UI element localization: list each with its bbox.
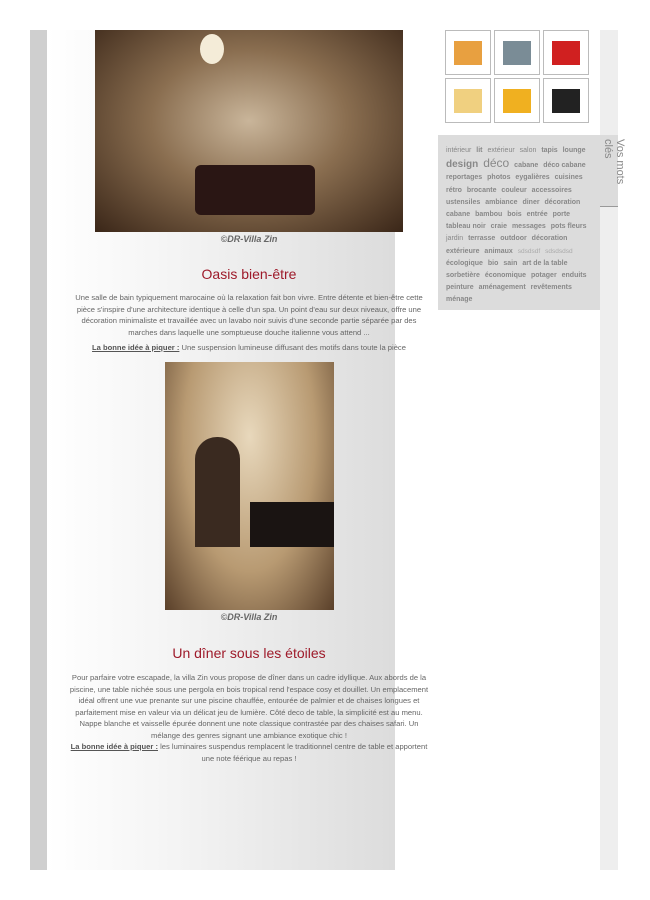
keyword-tag[interactable]: extérieur [487,147,515,154]
tag-cloud [438,135,600,310]
keyword-tag[interactable]: porte [552,211,571,219]
product-thumbnail[interactable] [445,78,491,123]
keyword-tag[interactable]: cuisines [554,174,583,182]
keywords-tab-label: Vos mots clés [602,139,626,185]
keyword-tag[interactable]: sain [503,259,518,267]
thumbnail-grid [445,30,590,123]
keyword-tag[interactable]: revêtements [530,284,572,292]
photo-caption: ©DR-Villa Zin [220,234,278,244]
keyword-tag[interactable]: économique [484,272,527,280]
keyword-tag[interactable]: ménage [446,296,473,304]
keyword-tag[interactable]: couleur [501,186,527,194]
keyword-tag[interactable]: écologique [446,259,483,267]
thumbnail-image [552,41,580,65]
bathroom-photo [165,362,334,610]
keyword-tag[interactable]: lit [476,147,483,154]
keyword-tag[interactable]: peinture [446,284,474,292]
keyword-tag[interactable]: terrasse [468,235,496,243]
keyword-tag[interactable]: photos [487,174,511,182]
product-thumbnail[interactable] [543,78,589,123]
keyword-tag[interactable]: sdsdsdsd [545,247,573,255]
section-title: Oasis bien-être [201,266,297,282]
product-thumbnail[interactable] [494,30,540,75]
keyword-tag[interactable]: bambou [475,211,503,219]
sink-shape [250,502,334,547]
section-paragraph: Une salle de bain typiquement marocaine où la relaxation fait bon vivre. Entre détente et bien-être cette pièce s'inspire d'une architecture identique à celle d'un spa. Un point d'eau sur deux niveaux, offre une décoration minimaliste et travaillée avec un lavabo noir suivis d'une seconde partie séparée par des marches dans laquelle une somptueuse douche italienne vous attend ... [75,293,423,337]
keyword-tag[interactable]: reportages [446,174,483,182]
keyword-tag[interactable]: jardin [446,235,464,243]
keyword-tag[interactable]: ustensiles [446,198,481,206]
idea-text: les luminaires suspendus remplacent le traditionnel centre de table et apportent une note féérique au repas ! [158,742,428,763]
idea-line [68,342,430,354]
keyword-tag[interactable]: décoration cabane [446,198,581,219]
keyword-tag[interactable]: déco [483,156,510,171]
keyword-tag[interactable]: déco cabane [543,162,586,170]
keyword-tag[interactable]: lounge [562,147,586,154]
photo-caption: ©DR-Villa Zin [220,612,278,622]
product-thumbnail[interactable] [445,30,491,75]
keyword-tag[interactable]: outdoor [500,235,527,243]
thumbnail-image [503,41,531,65]
bedroom-photo [95,30,403,232]
keyword-tag[interactable]: sdsdsdf [517,247,541,255]
idea-text: Une suspension lumineuse diffusant des motifs dans toute la pièce [179,343,406,352]
keyword-tag[interactable]: salon [519,147,537,154]
section-paragraph [68,672,430,764]
keyword-tag[interactable]: potager [531,272,557,280]
thumbnail-image [454,41,482,65]
keyword-tag[interactable]: animaux [484,247,513,255]
keyword-tag[interactable]: diner [522,198,540,206]
idea-label: La bonne idée à piquer : [70,742,158,751]
keyword-tag[interactable]: craie [490,223,507,231]
keyword-tag[interactable]: cabane [514,162,539,170]
keyword-tag[interactable]: enduits [561,272,587,280]
keyword-tag[interactable]: art de la table [522,259,568,267]
keyword-tag[interactable]: décoration extérieure [446,235,568,255]
keyword-tag[interactable]: rétro [446,186,462,194]
section-title: Un dîner sous les étoiles [172,645,326,661]
keyword-tag[interactable]: pots fleurs [550,223,587,231]
left-strip [30,30,47,870]
keyword-tag[interactable]: accessoires [531,186,572,194]
keyword-tag[interactable]: bio [487,259,499,267]
thumbnail-image [454,89,482,113]
keyword-tag[interactable]: aménagement [478,284,526,292]
keyword-tag[interactable]: sorbetière [446,272,480,280]
bed-shape [195,165,315,215]
keyword-tag[interactable]: messages [511,223,546,231]
keyword-tag[interactable]: bois [507,211,522,219]
keyword-tag[interactable]: design [446,159,479,171]
thumbnail-image [503,89,531,113]
product-thumbnail[interactable] [494,78,540,123]
lamp-shape [200,34,224,64]
idea-label: La bonne idée à piquer : [92,343,180,352]
door-shape [195,437,240,547]
paragraph-text: Pour parfaire votre escapade, la villa Zin vous propose de dîner dans un cadre idyllique. Aux abords de la piscine, une table nichée sous une pergola en bois tropical rend l'espace cosy et douillet. Un emplacement idéal offrent une vue prenante sur une piscine chauffée, entourée de palmier et de chaises longues et parfaitement mise en valeur via un délicat jeu de lumière. Côté deco de table, la simplicité est au menu. Nappe blanche et vaisselle épurée donnent une note classique contrastée par des chaises safari. Un mélange des genres signant une ambiance exotique chic ! [69,673,429,740]
keyword-tag[interactable]: entrée [526,211,548,219]
thumbnail-image [552,89,580,113]
keyword-tag[interactable]: ambiance [485,198,518,206]
keywords-tab[interactable] [600,135,626,207]
product-thumbnail[interactable] [543,30,589,75]
keyword-tag[interactable]: tableau noir [446,223,486,231]
keyword-tag[interactable]: tapis [541,147,558,154]
keyword-tag[interactable]: brocante [466,186,497,194]
keyword-tag[interactable]: intérieur [446,147,472,154]
keyword-tag[interactable]: eygalières [515,174,550,182]
